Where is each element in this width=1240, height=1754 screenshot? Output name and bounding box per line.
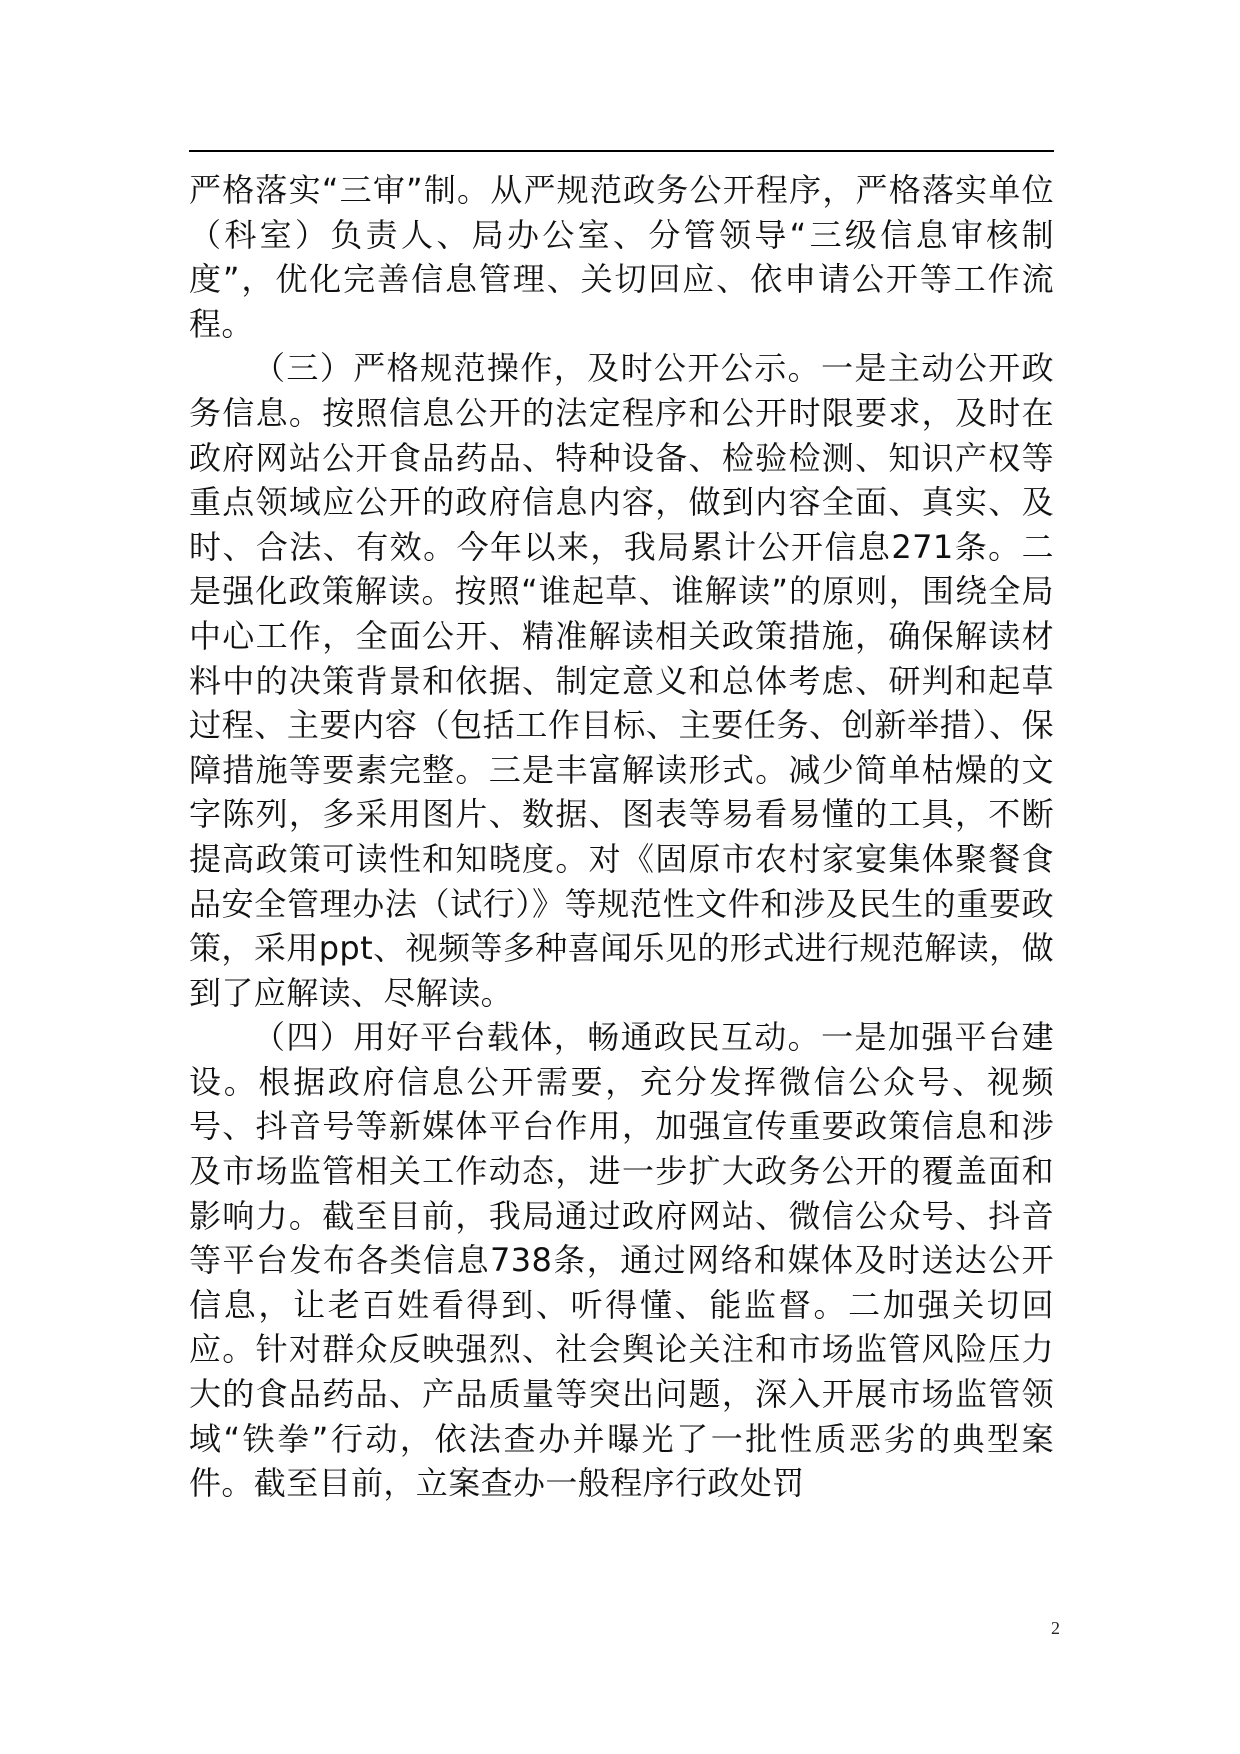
- paragraph-1: 严格落实“三审”制。从严规范政务公开程序，严格落实单位（科室）负责人、局办公室、分管领导“三级信息审核制度”，优化完善信息管理、关切回应、依申请公开等工作流程。: [189, 171, 1054, 343]
- page-number: 2: [1051, 1618, 1060, 1638]
- paragraph-2: （三）严格规范操作，及时公开公示。一是主动公开政务信息。按照信息公开的法定程序和公开时限要求，及时在政府网站公开食品药品、特种设备、检验检测、知识产权等重点领域应公开的政府信息内容，做到内容全面、真实、及时、合法、有效。今年以来，我局累计公开信息271条。二是强化政策解读。按照“谁起草、谁解读”的原则，围绕全局中心工作，全面公开、精准解读相关政策措施，确保解读材料中的决策背景和依据、制定意义和总体考虑、研判和起草过程、主要内容（包括工作目标、主要任务、创新举措）、保障措施等要素完整。三是丰富解读形式。减少简单枯燥的文字陈列，多采用图片、数据、图表等易看易懂的工具，不断提高政策可读性和知晓度。对《固原市农村家宴集体聚餐食品安全管理办法（试行）》等规范性文件和涉及民生的重要政策，采用ppt、视频等多种喜闻乐见的形式进行规范解读，做到了应解读、尽解读。: [189, 349, 1054, 1012]
- document-body: [189, 168, 1054, 1506]
- header-rule: [189, 150, 1054, 152]
- paragraph-3: （四）用好平台载体，畅通政民互动。一是加强平台建设。根据政府信息公开需要，充分发挥微信公众号、视频号、抖音号等新媒体平台作用，加强宣传重要政策信息和涉及市场监管相关工作动态，进一步扩大政务公开的覆盖面和影响力。截至目前，我局通过政府网站、微信公众号、抖音等平台发布各类信息738条，通过网络和媒体及时送达公开信息，让老百姓看得到、听得懂、能监督。二加强关切回应。针对群众反映强烈、社会舆论关注和市场监管风险压力大的食品药品、产品质量等突出问题，深入开展市场监管领域“铁拳”行动，依法查办并曝光了一批性质恶劣的典型案件。截至目前，立案查办一般程序行政处罚: [189, 1018, 1054, 1503]
